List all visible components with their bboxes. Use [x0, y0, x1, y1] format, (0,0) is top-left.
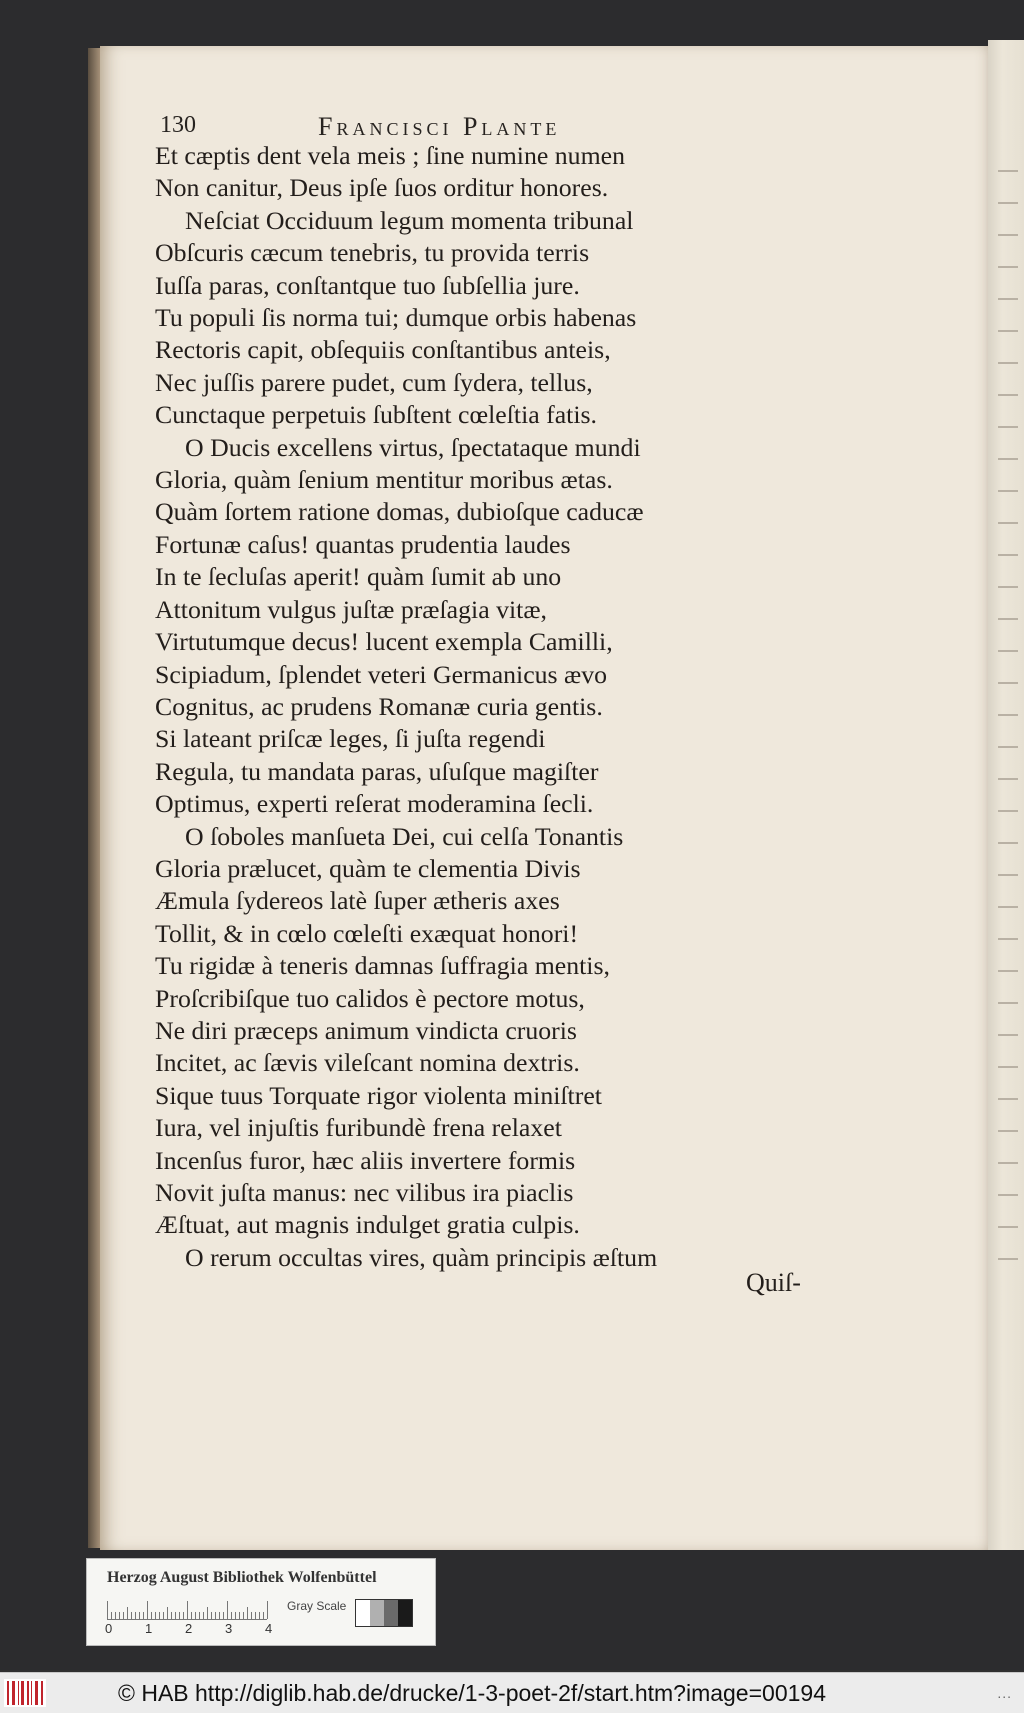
ruler-tick	[163, 1612, 164, 1619]
hab-barcode-icon[interactable]	[4, 1679, 46, 1707]
ruler-tick	[203, 1612, 204, 1619]
viewer-footer-bar	[0, 1672, 1024, 1713]
ruler-tick	[187, 1601, 188, 1619]
text-line: Tu rigidæ à teneris damnas ſuffragia mentis,	[155, 951, 610, 981]
text-line: Obſcuris cæcum tenebris, tu provida terris	[155, 238, 590, 268]
ruler-tick	[167, 1607, 168, 1619]
ruler-tick	[175, 1612, 176, 1619]
ruler-label: 2	[185, 1621, 193, 1636]
ruler-tick	[151, 1612, 152, 1619]
ruler-tick	[123, 1612, 124, 1619]
adjacent-page-text	[988, 170, 1024, 1290]
measure-ruler	[107, 1597, 267, 1620]
text-line: Rectoris capit, obſequiis conſtantibus anteis,	[155, 335, 611, 365]
text-line: Ne diri præceps animum vindicta cruoris	[155, 1015, 577, 1045]
text-line: Novit juſta manus: nec vilibus ira piaclis	[155, 1178, 574, 1207]
ruler-label: 4	[265, 1621, 273, 1636]
text-line: Optimus, experti reſerat moderamina ſecli.	[155, 789, 594, 819]
page-number: 130	[160, 112, 196, 138]
gray-scale-swatches	[355, 1599, 413, 1627]
text-line: Tu populi ſis norma tui; dumque orbis habenas	[155, 303, 637, 333]
ruler-tick	[191, 1612, 192, 1619]
ruler-label: 1	[145, 1621, 153, 1636]
library-name: Herzog August Bibliothek Wolfenbüttel	[107, 1569, 377, 1586]
gray-swatch	[356, 1600, 370, 1626]
catchword: Quiſ-	[746, 1268, 801, 1297]
ruler-tick	[111, 1612, 112, 1619]
text-line: Non canitur, Deus ipſe ſuos orditur honores.	[155, 173, 609, 203]
ruler-tick	[183, 1612, 184, 1619]
ruler-label: 0	[105, 1621, 113, 1636]
ruler-tick	[263, 1612, 264, 1619]
ruler-tick	[115, 1612, 116, 1619]
ruler-tick	[223, 1612, 224, 1619]
text-line: Cunctaque perpetuis ſubſtent cœleſtia fatis.	[155, 400, 597, 430]
text-line: Gloria prælucet, quàm te clementia Divis	[155, 853, 581, 883]
text-line: Attonitum vulgus juſtæ præſagia vitæ,	[155, 594, 547, 624]
ruler-tick	[239, 1612, 240, 1619]
ruler-tick	[131, 1612, 132, 1619]
ruler-tick	[231, 1612, 232, 1619]
ruler-tick	[171, 1612, 172, 1619]
ruler-tick	[219, 1612, 220, 1619]
text-line: Cognitus, ac prudens Romanæ curia gentis.	[155, 691, 603, 721]
ruler-tick	[251, 1612, 252, 1619]
gray-swatch	[370, 1600, 384, 1626]
text-line: Neſciat Occiduum legum momenta tribunal	[185, 205, 634, 235]
ruler-tick	[255, 1612, 256, 1619]
color-scale-card	[86, 1558, 436, 1646]
text-line: Et cæptis dent vela meis ; ſine numine numen	[155, 141, 625, 170]
ruler-tick	[143, 1612, 144, 1619]
text-line: Si lateant priſcæ leges, ſi juſta regendi	[155, 724, 546, 754]
text-line: Æmula ſydereos latè ſuper ætheris axes	[155, 886, 560, 916]
ruler-tick	[155, 1612, 156, 1619]
text-line: Tollit, & in cœlo cœleſti exæquat honori!	[155, 918, 579, 948]
text-line: Quàm ſortem ratione domas, dubioſque caducæ	[155, 497, 644, 527]
text-line: Regula, tu mandata paras, uſuſque magiſter	[155, 756, 599, 786]
running-title: Francisci Plante	[318, 112, 561, 141]
ruler-tick	[259, 1612, 260, 1619]
gray-swatch	[398, 1600, 412, 1626]
ruler-tick	[195, 1612, 196, 1619]
ruler-tick	[235, 1612, 236, 1619]
text-line: Iuſſa paras, conſtantque tuo ſubſellia jure.	[155, 270, 580, 300]
ruler-tick	[267, 1601, 268, 1619]
ruler-tick	[119, 1612, 120, 1619]
ruler-tick	[179, 1612, 180, 1619]
text-line: Virtutumque decus! lucent exempla Camilli,	[155, 627, 613, 657]
ruler-tick	[243, 1612, 244, 1619]
ruler-tick	[227, 1601, 228, 1619]
text-line: O rerum occultas vires, quàm principis æſtum	[185, 1242, 658, 1272]
ruler-labels	[101, 1621, 281, 1639]
ruler-tick	[127, 1607, 128, 1619]
ruler-tick	[107, 1601, 108, 1619]
text-line: Nec juſſis parere pudet, cum ſydera, tellus,	[155, 367, 593, 397]
ruler-tick	[139, 1612, 140, 1619]
ruler-tick	[135, 1612, 136, 1619]
text-line: O ſoboles manſueta Dei, cui celſa Tonantis	[185, 821, 624, 851]
ruler-tick	[215, 1612, 216, 1619]
gray-scale-label: Gray Scale	[287, 1599, 347, 1613]
text-line: Æſtuat, aut magnis indulget gratia culpis.	[155, 1210, 580, 1240]
poem-text	[155, 140, 875, 1274]
text-line: Fortunæ caſus! quantas prudentia laudes	[155, 529, 571, 559]
ruler-tick	[159, 1612, 160, 1619]
ruler-tick	[199, 1612, 200, 1619]
text-line: O Ducis excellens virtus, ſpectataque mundi	[185, 432, 641, 462]
ruler-tick	[147, 1601, 148, 1619]
ruler-tick	[211, 1612, 212, 1619]
ruler-tick	[247, 1607, 248, 1619]
text-line: Incitet, ac ſævis vileſcant nomina dextris.	[155, 1048, 580, 1078]
text-line: Scipiadum, ſplendet veteri Germanicus ævo	[155, 659, 608, 689]
text-line: Gloria, quàm ſenium mentitur moribus ætas.	[155, 465, 613, 495]
text-line: In te ſecluſas aperit! quàm ſumit ab uno	[155, 562, 562, 592]
text-line: Proſcribiſque tuo calidos è pectore motus,	[155, 983, 585, 1013]
adjacent-page-edge	[988, 40, 1024, 1550]
gray-swatch	[384, 1600, 398, 1626]
copyright-url[interactable]: © HAB http://diglib.hab.de/drucke/1-3-poet-2f/start.htm?image=00194	[118, 1680, 826, 1706]
ruler-tick	[207, 1607, 208, 1619]
text-line: Iura, vel injuſtis furibundè frena relaxet	[155, 1113, 562, 1143]
text-line: Incenſus furor, hæc aliis invertere formis	[155, 1145, 576, 1175]
ruler-label: 3	[225, 1621, 233, 1636]
text-line: Sique tuus Torquate rigor violenta miniſtret	[155, 1080, 602, 1110]
more-options-icon[interactable]: ...	[997, 1685, 1012, 1701]
